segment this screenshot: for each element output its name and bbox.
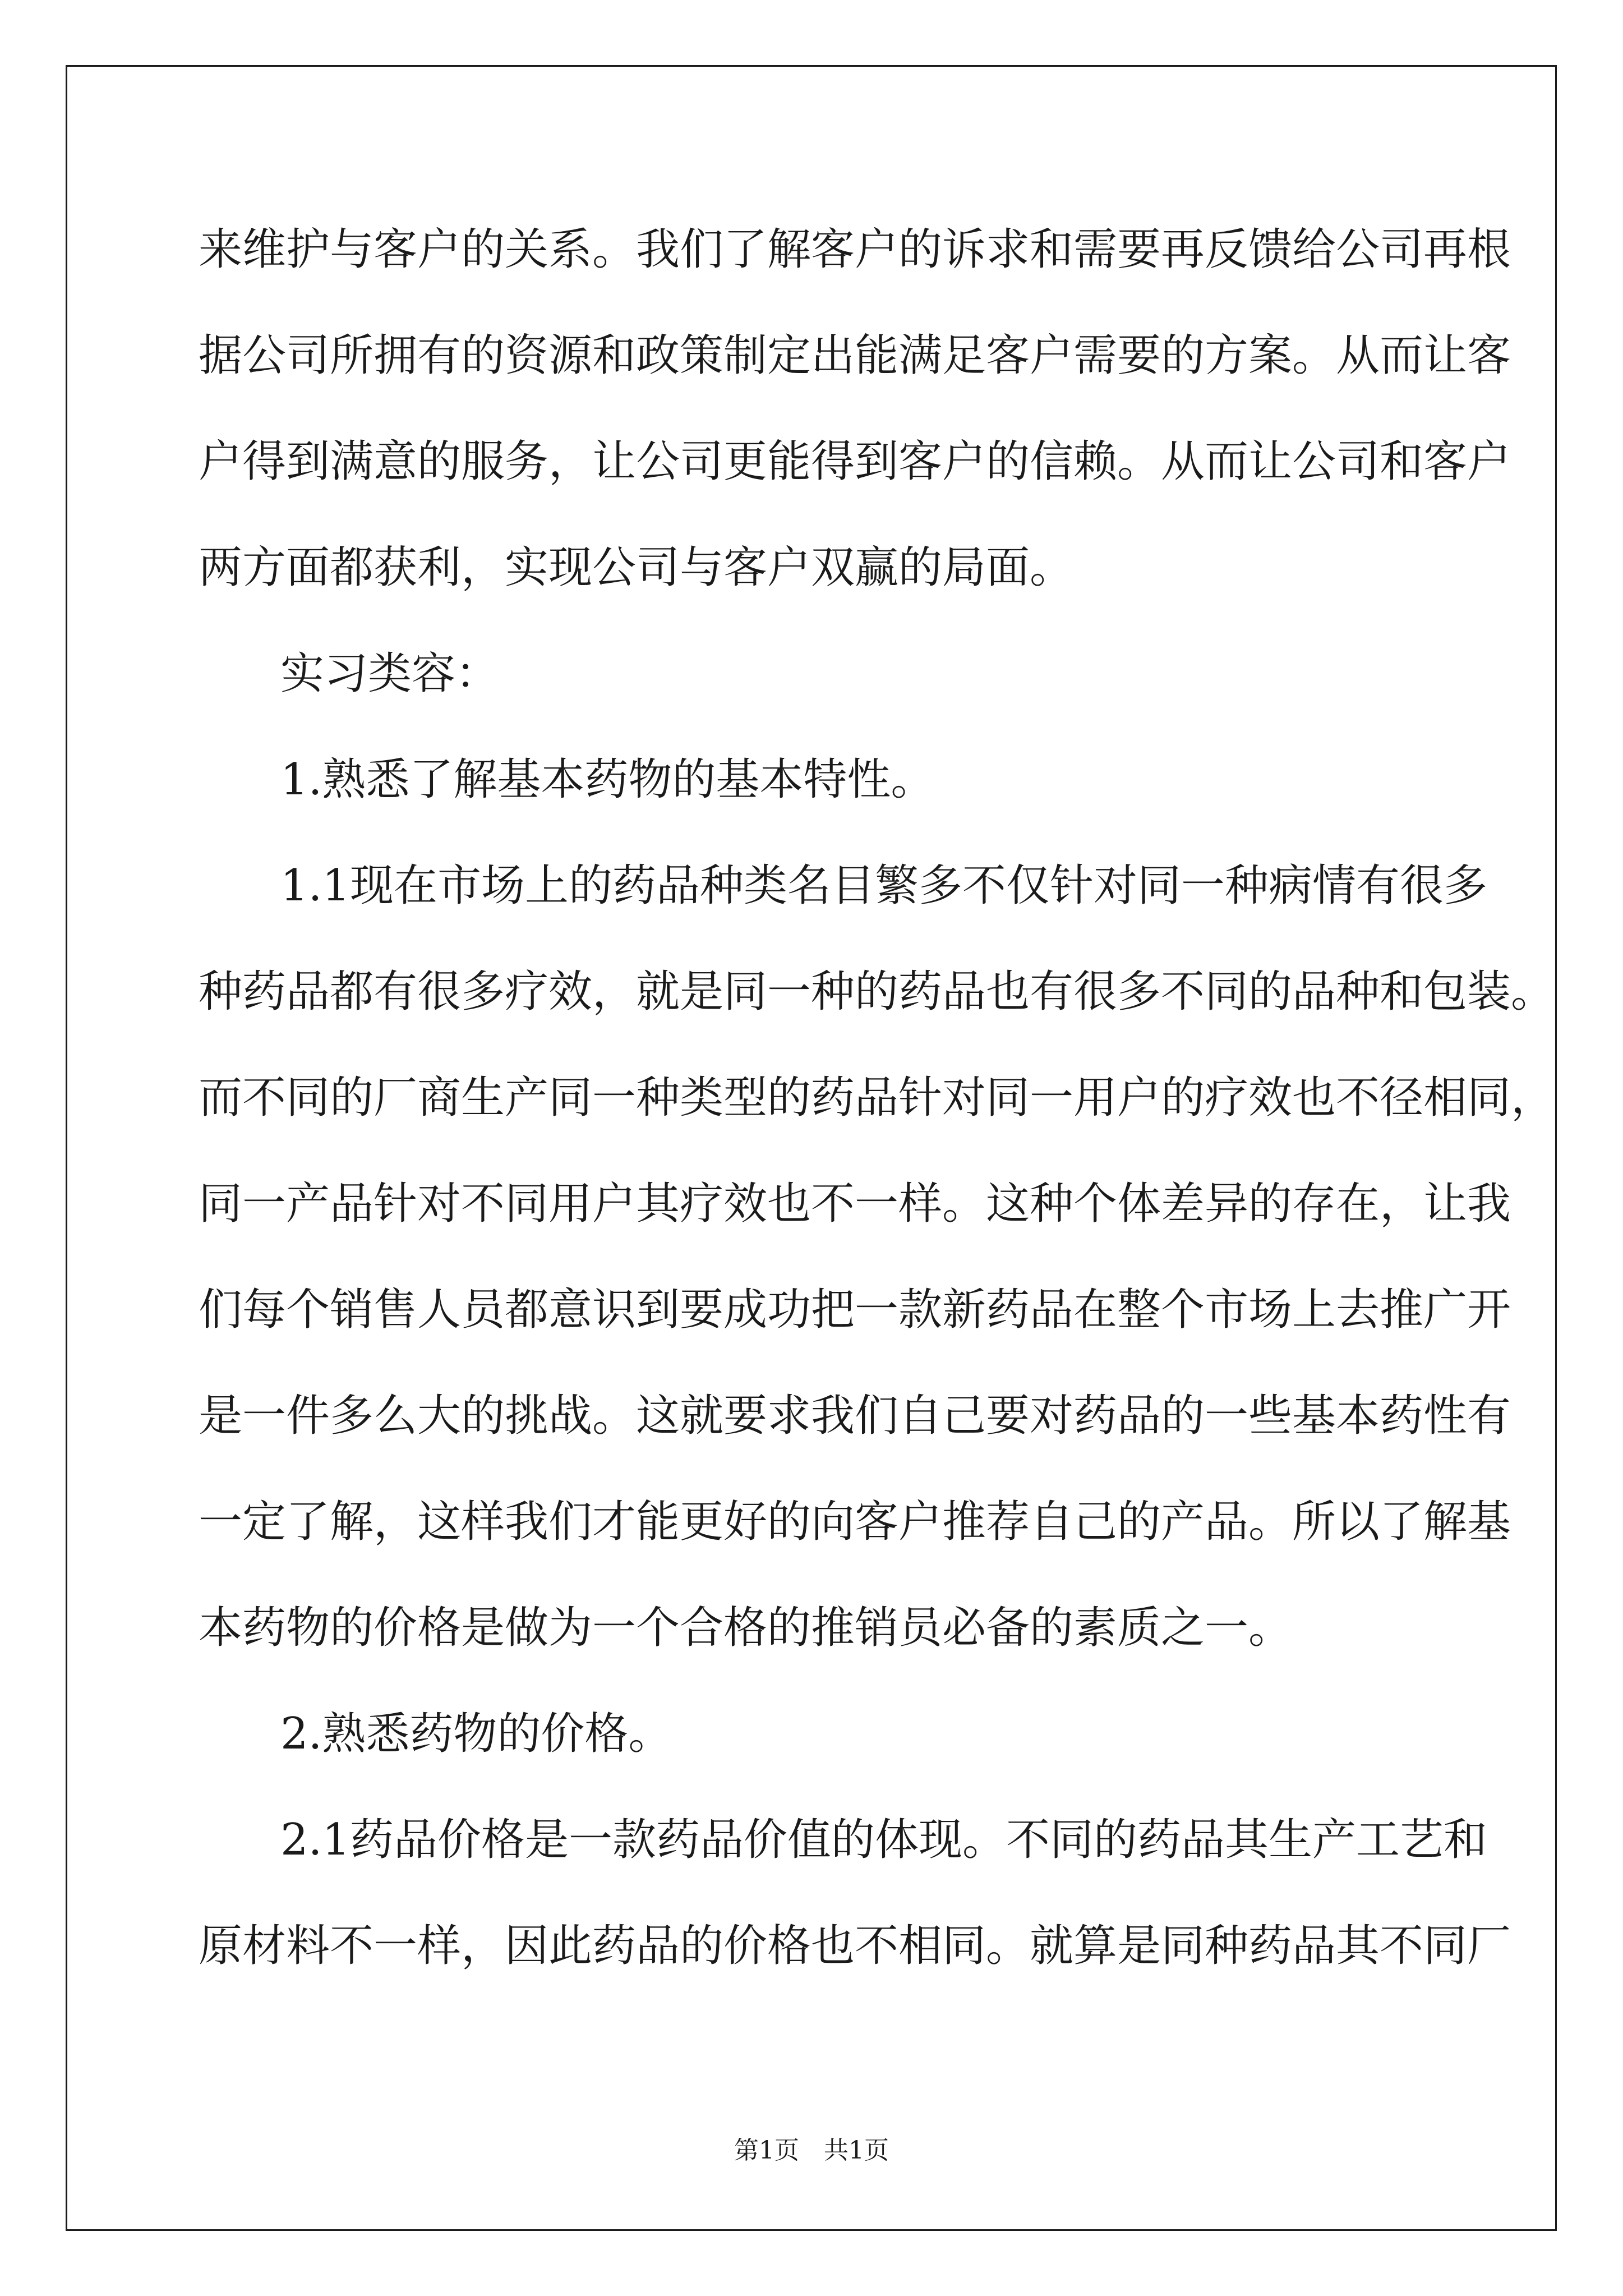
text-line: 本药物的价格是做为一个合格的推销员必备的素质之一。 <box>199 1603 1293 1653</box>
subheading: 2.熟悉药物的价格。 <box>280 1709 672 1759</box>
text-line: 们每个销售人员都意识到要成功把一款新药品在整个市场上去推广开 <box>199 1285 1511 1335</box>
text-line: 来维护与客户的关系。我们了解客户的诉求和需要再反馈给公司再根 <box>199 224 1511 275</box>
page-border <box>66 65 1557 2231</box>
text-line: 1.1现在市场上的药品种类名目繁多不仅针对同一种病情有很多 <box>280 861 1488 911</box>
text-line: 一定了解，这样我们才能更好的向客户推荐自己的产品。所以了解基 <box>199 1497 1511 1547</box>
text-line: 2.1药品价格是一款药品价值的体现。不同的药品其生产工艺和 <box>280 1815 1488 1865</box>
section-heading: 实习类容： <box>280 648 500 699</box>
text-line: 是一件多么大的挑战。这就要求我们自己要对药品的一些基本药性有 <box>199 1391 1511 1441</box>
text-line: 同一产品针对不同用户其疗效也不一样。这种个体差异的存在，让我 <box>199 1179 1511 1229</box>
text-line: 据公司所拥有的资源和政策制定出能满足客户需要的方案。从而让客 <box>199 330 1511 381</box>
text-line: 种药品都有很多疗效，就是同一种的药品也有很多不同的品种和包装。 <box>199 967 1555 1017</box>
text-line: 而不同的厂商生产同一种类型的药品针对同一用户的疗效也不径相同， <box>199 1073 1555 1123</box>
text-line: 两方面都获利，实现公司与客户双赢的局面。 <box>199 542 1074 593</box>
page-footer: 第1页 共1页 <box>734 2136 889 2165</box>
text-line: 户得到满意的服务，让公司更能得到客户的信赖。从而让公司和客户 <box>199 436 1511 487</box>
subheading: 1.熟悉了解基本药物的基本特性。 <box>280 754 935 805</box>
text-line: 原材料不一样，因此药品的价格也不相同。就算是同种药品其不同厂 <box>199 1921 1511 1971</box>
